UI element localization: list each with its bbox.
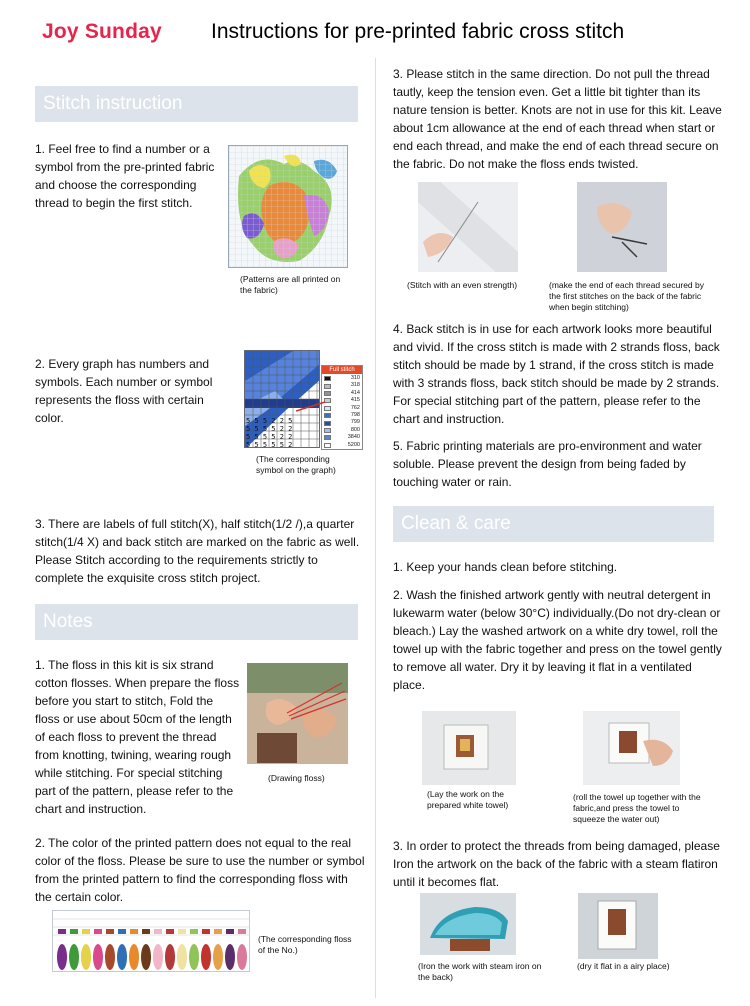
right-item-4-text: 4. Back stitch is in use for each artwork looks more beautiful and vivid. If the cross stitch is made with 2 strands floss, back stitch should be made by 1 strand, if the cross stitch is made with 3 strands floss, back stitch should be made by 2 strands. For special stitching part of the pattern, please refer to the chart and instruction. bbox=[393, 322, 720, 426]
drawing-floss-image bbox=[247, 663, 348, 764]
page-title: Instructions for pre-printed fabric cross stitch bbox=[211, 20, 625, 43]
secure-thread-image bbox=[577, 182, 667, 272]
floss-skein bbox=[153, 944, 163, 970]
legend-row bbox=[324, 397, 360, 404]
floss-chip bbox=[190, 929, 198, 934]
legend-row bbox=[324, 427, 360, 434]
floss-skein bbox=[177, 944, 187, 970]
floss-skein bbox=[105, 944, 115, 970]
stitch-item-1-caption: (Patterns are all printed on the fabric) bbox=[240, 274, 341, 295]
stitch-item-3-text: 3. There are labels of full stitch(X), half stitch(1/2 /),a quarter stitch(1/4 X) and back stitch are marked on the fabric as well. Please Stitch according to the requirements strictly to complete the exquisite cross stitch project. bbox=[35, 517, 360, 585]
legend-title: Full stitch bbox=[322, 366, 362, 374]
floss-skein bbox=[165, 944, 175, 970]
even-strength-image bbox=[418, 182, 518, 272]
legend-number: 762 bbox=[350, 404, 360, 411]
floss-skein bbox=[237, 944, 247, 970]
svg-text:5 5 5 5 2 2: 5 5 5 5 2 2 bbox=[246, 433, 293, 441]
floss-chip bbox=[106, 929, 114, 934]
legend-swatch bbox=[324, 443, 331, 448]
legend-swatch bbox=[324, 376, 331, 381]
floss-chip bbox=[82, 929, 90, 934]
svg-text:5 5 5 2 2 5: 5 5 5 2 2 5 bbox=[246, 417, 293, 425]
floss-chip bbox=[226, 929, 234, 934]
steam-iron-image bbox=[420, 893, 516, 955]
pattern-fabric-image bbox=[228, 145, 348, 268]
legend-row bbox=[324, 419, 360, 426]
legend-number: 414 bbox=[350, 389, 360, 396]
symbol-graph-image bbox=[244, 350, 320, 448]
floss-skein bbox=[213, 944, 223, 970]
floss-number-image bbox=[52, 910, 250, 972]
floss-skein bbox=[225, 944, 235, 970]
towel-roll-image bbox=[583, 711, 680, 785]
right-item-3-text: 3. Please stitch in the same direction. Do not pull the thread tautly, keep the tension even. Get a little bit tighter than its nature tension is better. Knots are not in use for this kit. Leave about 1cm allowance at the end of each thread when start or end each thread, and make the end of each thread secure on the fabric. Do not make the floss ends twisted. bbox=[393, 67, 722, 171]
stitch-item-2-text: 2. Every graph has numbers and symbols. Each number or symbol represents the floss with certain color. bbox=[35, 357, 213, 425]
legend-number: 798 bbox=[350, 412, 360, 419]
legend-row bbox=[324, 412, 360, 419]
floss-skein bbox=[201, 944, 211, 970]
floss-skein bbox=[129, 944, 139, 970]
floss-chip bbox=[154, 929, 162, 934]
notes-item-2-text: 2. The color of the printed pattern does not equal to the real color of the floss. Please be sure to use the number or symbol from the printed pattern to find the corresponding floss with the certain color. bbox=[35, 836, 365, 904]
legend-number: 415 bbox=[350, 397, 360, 404]
floss-chip bbox=[178, 929, 186, 934]
stitch-item-1-text: 1. Feel free to find a number or a symbol from the pre-printed fabric and choose the corresponding thread to begin the first stitch. bbox=[35, 142, 215, 210]
section-heading-stitch: Stitch instruction bbox=[35, 86, 358, 122]
pointer-line bbox=[296, 400, 326, 414]
legend-row bbox=[324, 434, 360, 441]
care-item-2-text: 2. Wash the finished artwork gently with neutral detergent in lukewarm water (below 30°C) individually.(Do not dry-clean or bleach.) Lay the washed artwork on a white dry towel, roll the towel up with the fabric together and press on the towel gently to remove all water. Dry it by leaving it flat in a ventilated place. bbox=[393, 588, 722, 692]
legend-swatch bbox=[324, 391, 331, 396]
floss-chip bbox=[202, 929, 210, 934]
notes-item-1-caption: (Drawing floss) bbox=[268, 773, 325, 783]
floss-legend bbox=[321, 365, 363, 450]
notes-item-1-text: 1. The floss in this kit is six strand cotton flosses. When prepare the floss before you start to stitch, Fold the floss or use about 50cm of the length of each floss to prevent the thread from knotting, twining, wearing rough while stitching. For special stitching part of the pattern, please refer to the chart and instruction. bbox=[35, 658, 240, 816]
legend-swatch bbox=[324, 435, 331, 440]
legend-row bbox=[324, 442, 360, 449]
legend-rows bbox=[322, 374, 362, 450]
floss-chip bbox=[166, 929, 174, 934]
care-item-1-text: 1. Keep your hands clean before stitching. bbox=[393, 560, 618, 574]
towel-lay-image bbox=[422, 711, 516, 785]
floss-chip bbox=[94, 929, 102, 934]
floss-chip bbox=[118, 929, 126, 934]
care-item-2-caption-a: (Lay the work on the prepared white towel) bbox=[427, 789, 509, 810]
floss-chip bbox=[214, 929, 222, 934]
floss-chip bbox=[238, 929, 246, 934]
column-divider bbox=[375, 58, 376, 998]
legend-row bbox=[324, 390, 360, 397]
legend-number: 5200 bbox=[347, 441, 360, 448]
floss-chip bbox=[142, 929, 150, 934]
floss-skein bbox=[141, 944, 151, 970]
section-heading-notes: Notes bbox=[35, 604, 358, 640]
stitch-item-2-caption: (The corresponding symbol on the graph) bbox=[256, 454, 336, 475]
legend-row bbox=[324, 405, 360, 412]
legend-number: 3840 bbox=[347, 434, 360, 441]
section-heading-care: Clean & care bbox=[393, 506, 714, 542]
floss-skein bbox=[117, 944, 127, 970]
legend-swatch bbox=[324, 428, 331, 433]
right-item-3-caption-b: (make the end of each thread secured by the first stitches on the back of the fabric when begin stitching) bbox=[549, 280, 704, 312]
brand-logo: Joy Sunday bbox=[42, 20, 162, 43]
care-item-3-caption-b: (dry it flat in a airy place) bbox=[577, 961, 670, 971]
floss-chip bbox=[58, 929, 66, 934]
svg-text:5 5 5 5 5 2: 5 5 5 5 5 2 bbox=[246, 441, 293, 448]
floss-skein bbox=[57, 944, 67, 970]
right-item-5-text: 5. Fabric printing materials are pro-environment and water soluble. Please prevent the design from being faded by touching water or rain. bbox=[393, 439, 702, 489]
legend-number: 799 bbox=[350, 419, 360, 426]
floss-skein bbox=[93, 944, 103, 970]
legend-number: 310 bbox=[350, 375, 360, 381]
right-item-3-caption-a: (Stitch with an even strength) bbox=[407, 280, 518, 290]
svg-text:5 5 5 5 2 2: 5 5 5 5 2 2 bbox=[246, 425, 293, 433]
dry-flat-image bbox=[578, 893, 658, 959]
legend-number: 800 bbox=[350, 426, 360, 433]
notes-item-2-caption: (The corresponding floss of the No.) bbox=[258, 934, 352, 955]
care-item-3-text: 3. In order to protect the threads from being damaged, please Iron the artwork on the back of the fabric with a steam flatiron until it becomes flat. bbox=[393, 839, 720, 889]
floss-chip bbox=[70, 929, 78, 934]
legend-swatch bbox=[324, 384, 331, 389]
floss-skein bbox=[69, 944, 79, 970]
care-item-2-caption-b: (roll the towel up together with the fabric,and press the towel to squeeze the water out) bbox=[573, 792, 701, 824]
floss-skein bbox=[189, 944, 199, 970]
floss-chip bbox=[130, 929, 138, 934]
floss-skein bbox=[81, 944, 91, 970]
legend-row bbox=[324, 382, 360, 389]
legend-swatch bbox=[324, 421, 331, 426]
legend-row bbox=[324, 375, 360, 382]
legend-number: 318 bbox=[350, 382, 360, 389]
care-item-3-caption-a: (Iron the work with steam iron on the back) bbox=[418, 961, 542, 982]
